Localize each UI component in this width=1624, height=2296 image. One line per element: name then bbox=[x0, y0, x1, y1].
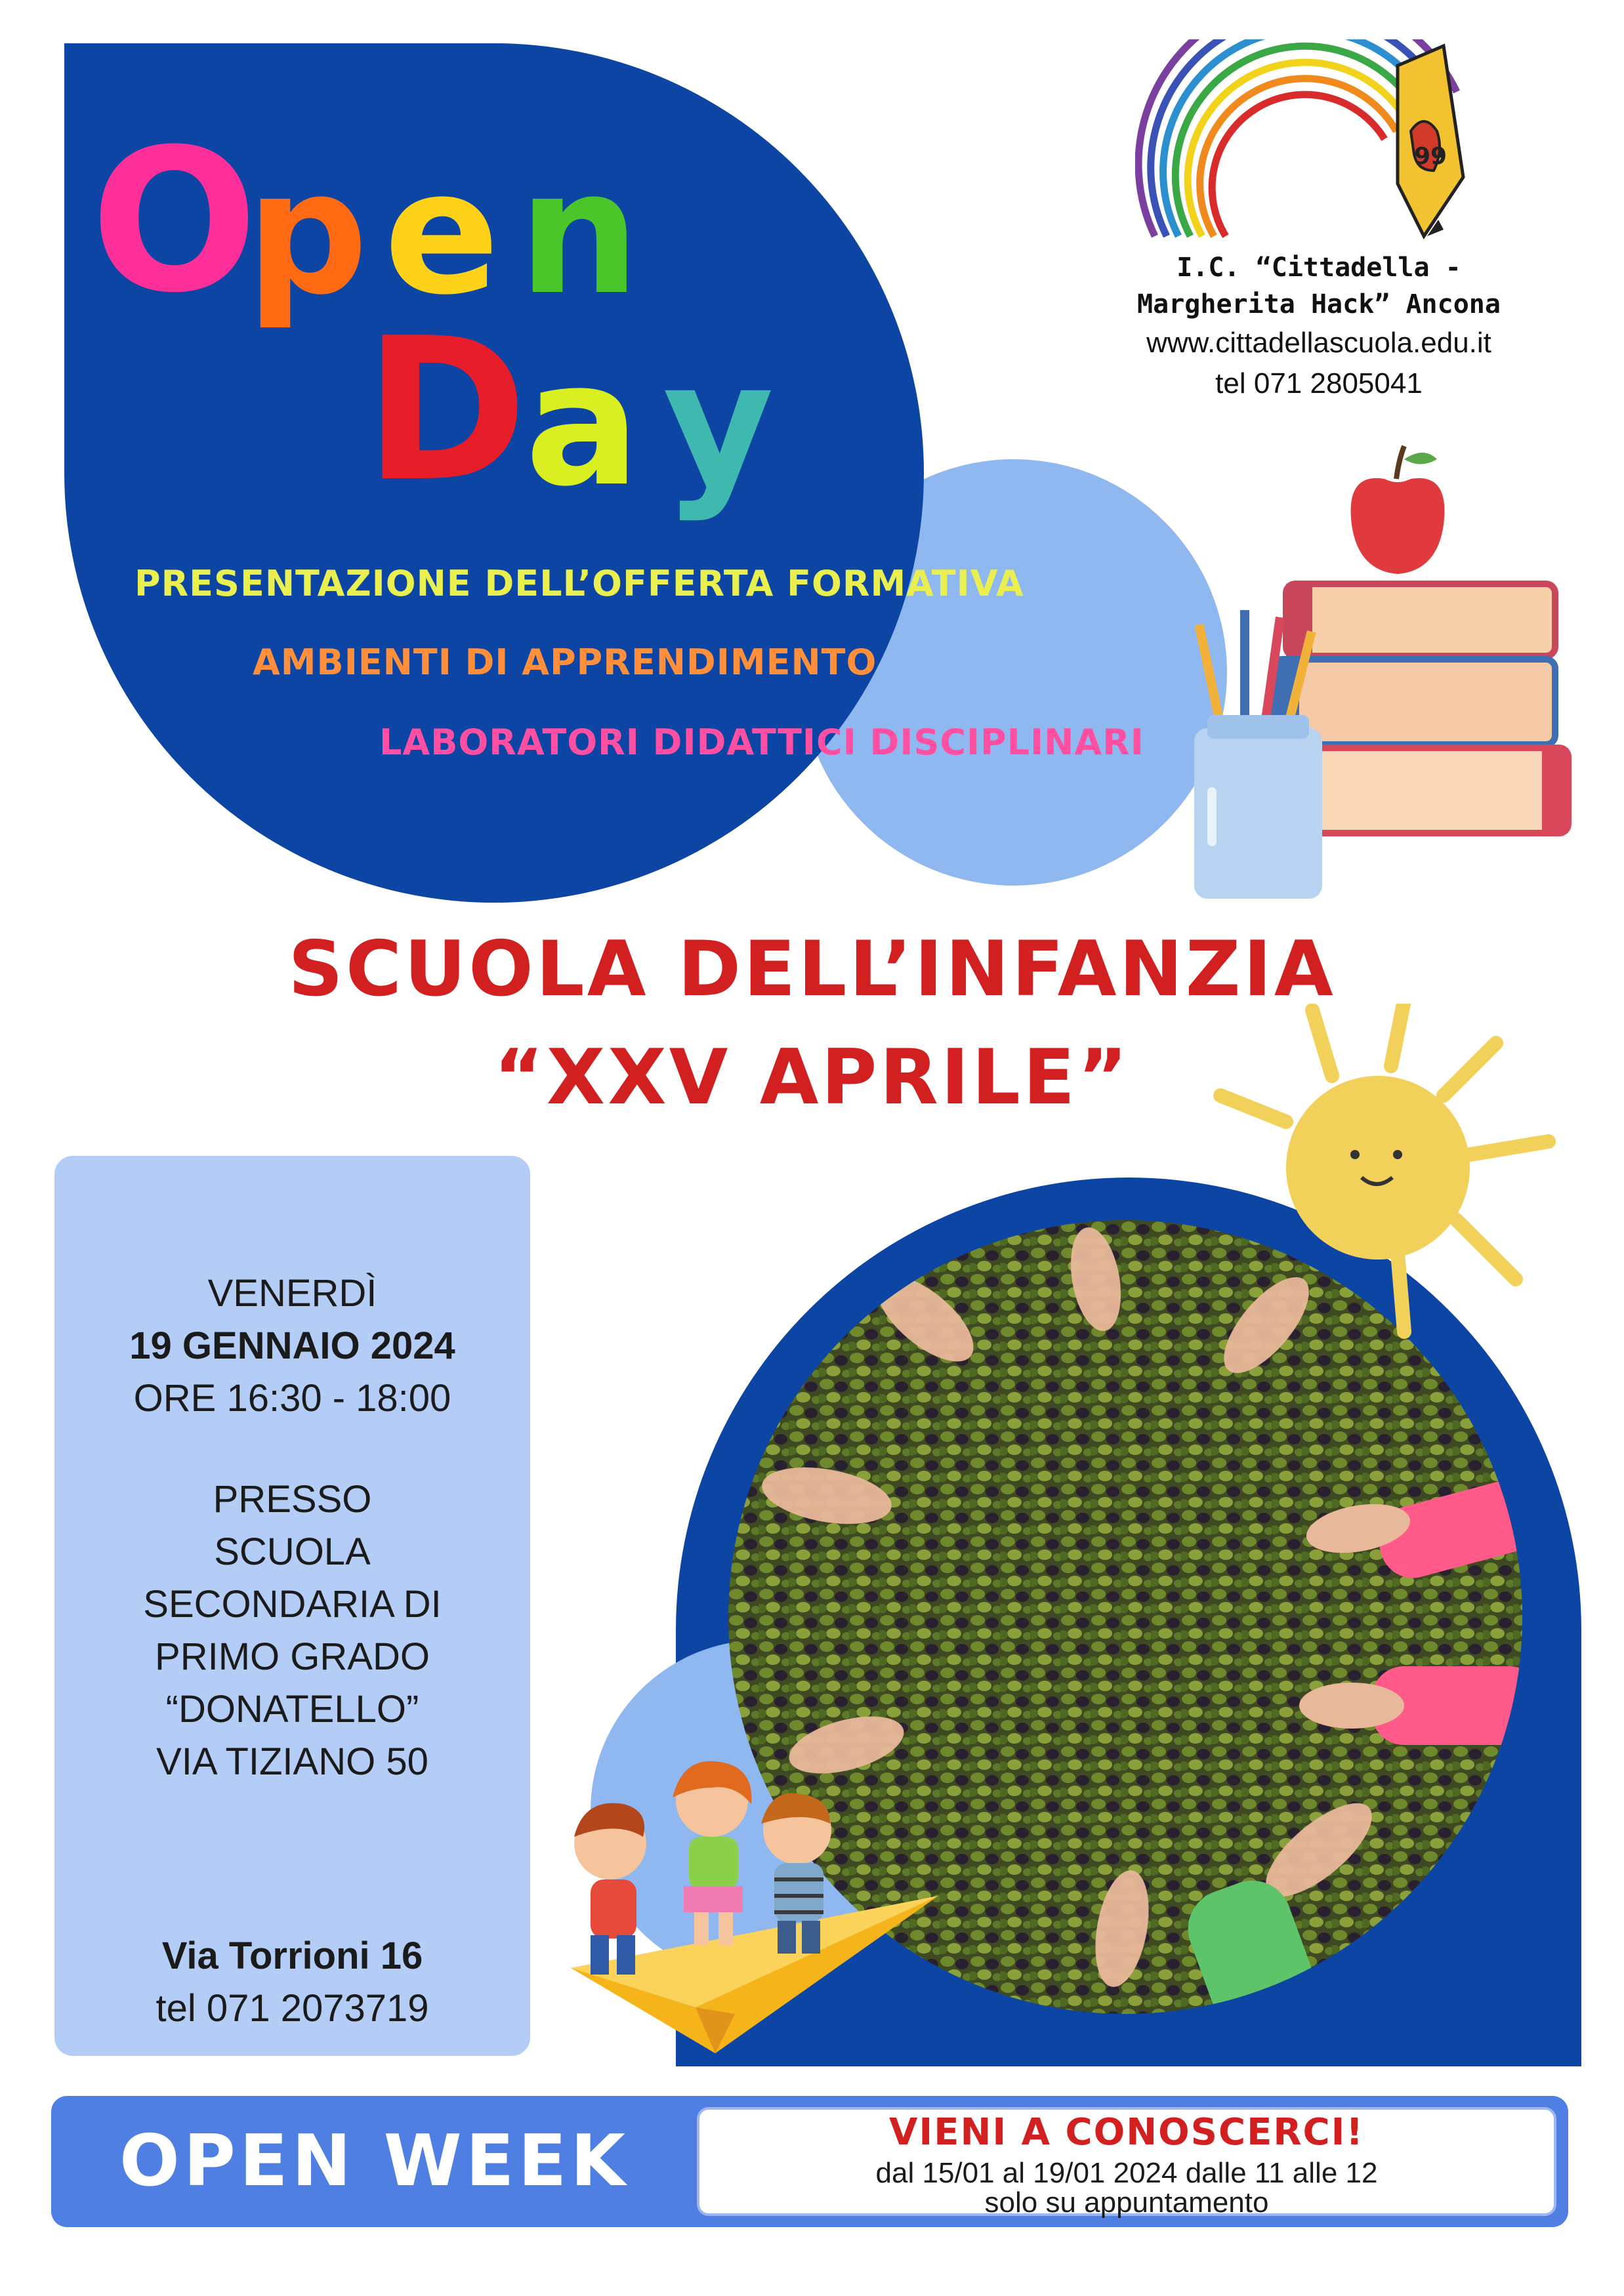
pencil-icon bbox=[1398, 46, 1463, 236]
event-time: ORE 16:30 - 18:00 bbox=[133, 1377, 451, 1420]
event-venue-line: VIA TIZIANO 50 bbox=[156, 1740, 428, 1783]
books-apple-illustration bbox=[1188, 433, 1581, 905]
child-left bbox=[574, 1803, 646, 1975]
event-date: 19 GENNAIO 2024 bbox=[129, 1324, 455, 1367]
event-venue-line: PRESSO bbox=[213, 1478, 372, 1521]
child-middle bbox=[673, 1761, 751, 1945]
headline-letter: y bbox=[663, 326, 774, 524]
school-name-line1: I.C. “Cittadella - bbox=[1176, 253, 1461, 283]
headline-letter: n bbox=[518, 134, 640, 333]
school-website: www.cittadellascuola.edu.it bbox=[1146, 327, 1491, 359]
open-week-dates: dal 15/01 al 19/01 2024 dalle 11 alle 12 bbox=[875, 2157, 1378, 2189]
headline-letter: e bbox=[384, 134, 500, 333]
event-phone: tel 071 2073719 bbox=[156, 1987, 429, 2030]
sun-icon bbox=[1207, 1004, 1575, 1345]
pencil-jar-icon bbox=[1194, 610, 1322, 899]
svg-text:99: 99 bbox=[1414, 143, 1447, 170]
highlight-ambienti: AMBIENTI DI APPRENDIMENTO bbox=[253, 642, 877, 683]
school-title-line1: SCUOLA DELL’INFANZIA bbox=[288, 925, 1336, 1014]
open-week-label: OPEN WEEK bbox=[119, 2120, 630, 2202]
headline-letter: D bbox=[364, 296, 528, 525]
event-address: Via Torrioni 16 bbox=[161, 1935, 423, 1977]
event-venue-line: “DONATELLO” bbox=[165, 1688, 419, 1731]
event-venue-line: SECONDARIA DI bbox=[143, 1583, 442, 1626]
school-logo-rainbow bbox=[1135, 39, 1503, 249]
open-week-note: solo su appuntamento bbox=[984, 2186, 1269, 2219]
apple-icon bbox=[1351, 446, 1445, 574]
school-phone: tel 071 2805041 bbox=[1215, 367, 1423, 400]
event-day: VENERDÌ bbox=[207, 1272, 377, 1315]
headline-letter: O bbox=[91, 107, 259, 336]
open-week-headline: VIENI A CONOSCERCI! bbox=[889, 2111, 1364, 2154]
children-paper-plane-illustration bbox=[545, 1758, 965, 2066]
headline-letter: p bbox=[246, 134, 369, 333]
event-venue-line: SCUOLA bbox=[214, 1530, 371, 1573]
highlight-offerta: PRESENTAZIONE DELL’OFFERTA FORMATIVA bbox=[135, 563, 1024, 604]
school-info bbox=[1089, 249, 1549, 404]
highlight-laboratori: LABORATORI DIDATTICI DISCIPLINARI bbox=[379, 722, 1144, 763]
headline-letter: a bbox=[525, 326, 640, 524]
event-venue-line: PRIMO GRADO bbox=[155, 1635, 430, 1678]
school-name-line2: Margherita Hack” Ancona bbox=[1137, 289, 1501, 319]
school-title-line2: “XXV APRILE” bbox=[493, 1033, 1131, 1122]
